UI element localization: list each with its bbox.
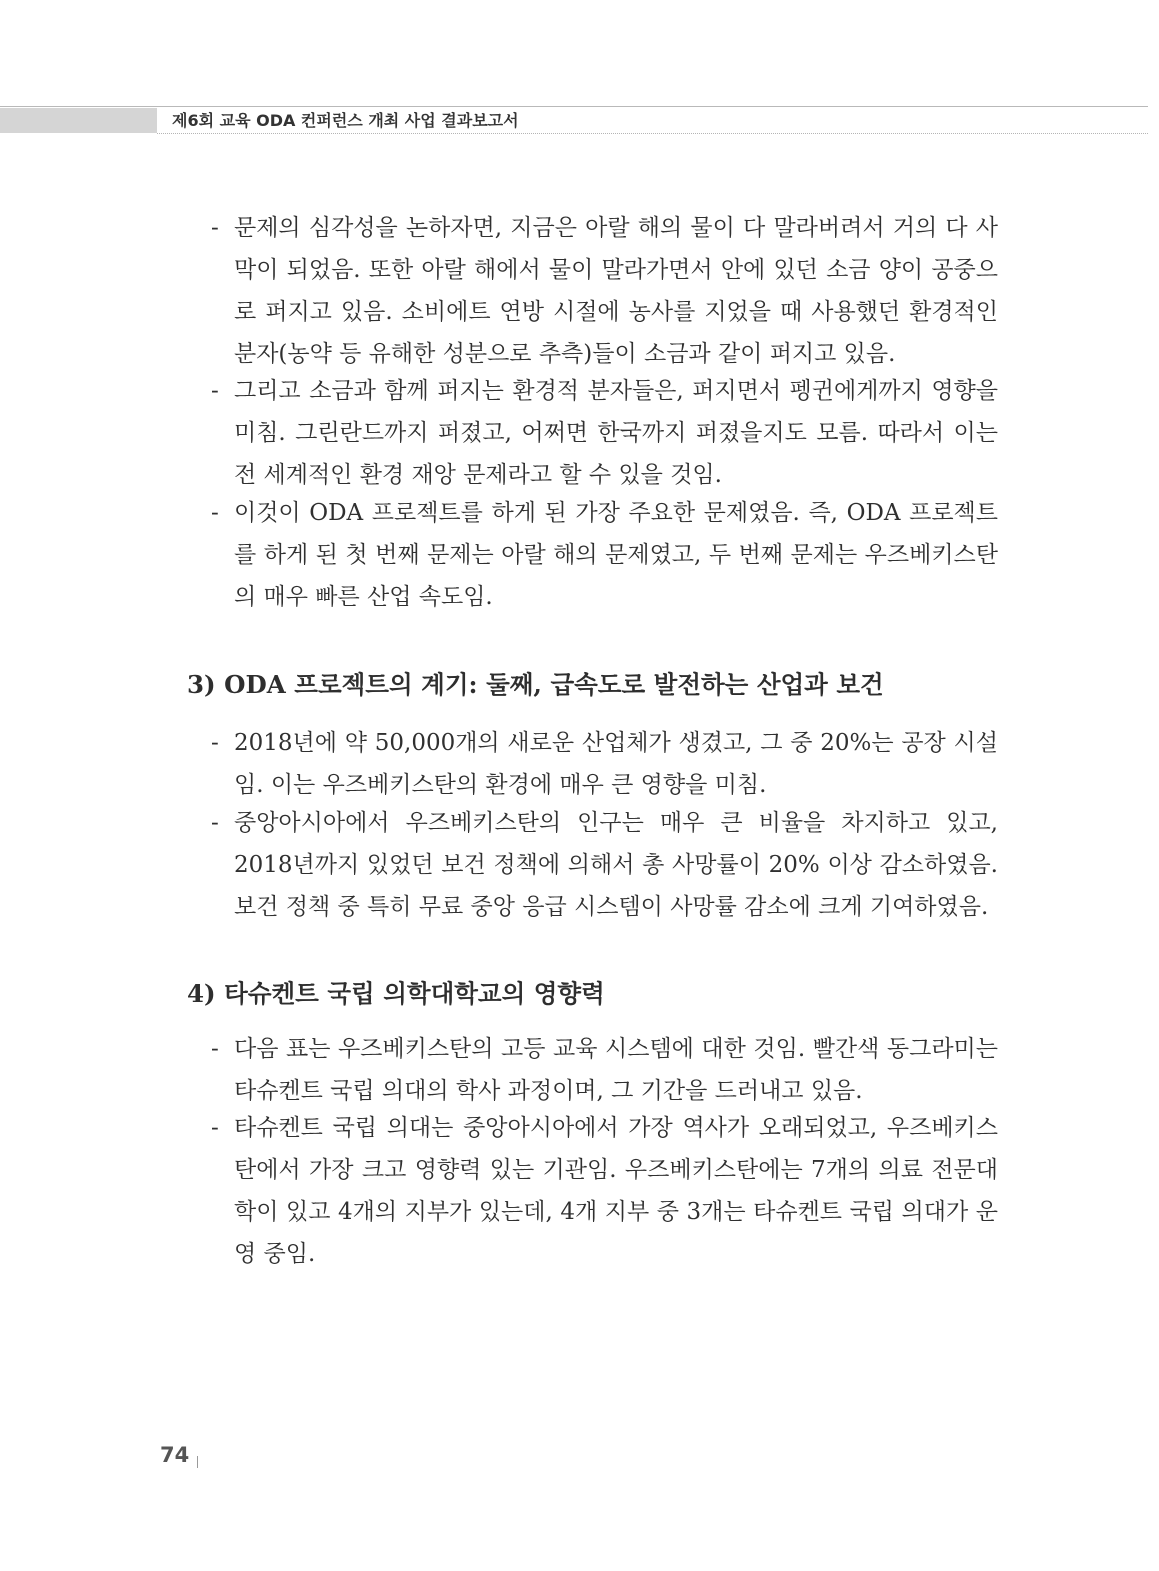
page-number: 74 [160,1443,190,1467]
bullet-text: 2018년에 약 50,000개의 새로운 산업체가 생겼고, 그 중 20%는 공장 시설임. 이는 우즈베키스탄의 환경에 매우 큰 영향을 미침. [234,730,998,798]
bullet-marker: - [211,1036,219,1062]
bullet-item [208,370,998,496]
bullet-marker: - [211,810,219,836]
bullet-item [208,1107,998,1275]
bullet-item [208,722,998,806]
bullet-text: 중앙아시아에서 우즈베키스탄의 인구는 매우 큰 비율을 차지하고 있고, 2018년까지 있었던 보건 정책에 의해서 총 사망률이 20% 이상 감소하였음. 보건 정책 중 특히 무료 중앙 응급 시스템이 사망률 감소에 크게 기여하였음. [234,810,998,920]
bullet-text: 이것이 ODA 프로젝트를 하게 된 가장 주요한 문제였음. 즉, ODA 프로젝트를 하게 된 첫 번째 문제는 아랄 해의 문제였고, 두 번째 문제는 우즈베키스탄의 매우 빠른 산업 속도임. [234,500,998,610]
bullet-marker: - [211,378,219,404]
bullet-text: 다음 표는 우즈베키스탄의 고등 교육 시스템에 대한 것임. 빨간색 동그라미는 타슈켄트 국립 의대의 학사 과정이며, 그 기간을 드러내고 있음. [234,1036,998,1104]
bullet-marker: - [211,500,219,526]
header-gray-band [0,108,157,133]
bullet-marker: - [211,215,219,241]
bullet-item [208,207,998,375]
bullet-text: 그리고 소금과 함께 퍼지는 환경적 분자들은, 퍼지면서 펭귄에게까지 영향을 미침. 그린란드까지 퍼졌고, 어쩌면 한국까지 퍼졌을지도 모름. 따라서 이는 전 세계적인 환경 재앙 문제라고 할 수 있을 것임. [234,378,998,488]
bullet-item [208,492,998,618]
bullet-item [208,802,998,928]
bullet-item [208,1028,998,1112]
section-heading: 3) ODA 프로젝트의 계기: 둘째, 급속도로 발전하는 산업과 보건 [187,670,884,699]
bullet-marker: - [211,1115,219,1141]
bullet-text: 문제의 심각성을 논하자면, 지금은 아랄 해의 물이 다 말라버려서 거의 다 사막이 되었음. 또한 아랄 해에서 물이 말라가면서 안에 있던 소금 양이 공중으로 퍼지고 있음. 소비에트 연방 시절에 농사를 지었을 때 사용했던 환경적인 분자(농약 등 유해한 성분으로 추측)들이 소금과 같이 퍼지고 있음. [234,215,998,367]
page-number-divider [197,1456,198,1468]
bullet-text: 타슈켄트 국립 의대는 중앙아시아에서 가장 역사가 오래되었고, 우즈베키스탄에서 가장 크고 영향력 있는 기관임. 우즈베키스탄에는 7개의 의료 전문대학이 있고 4개의 지부가 있는데, 4개 지부 중 3개는 타슈켄트 국립 의대가 운영 중임. [234,1115,998,1267]
header-dotted-rule [157,133,1148,134]
running-header-title: 제6회 교육 ODA 컨퍼런스 개최 사업 결과보고서 [172,111,519,130]
header-top-rule [0,106,1148,107]
bullet-marker: - [211,730,219,756]
section-heading: 4) 타슈켄트 국립 의학대학교의 영향력 [187,979,605,1008]
